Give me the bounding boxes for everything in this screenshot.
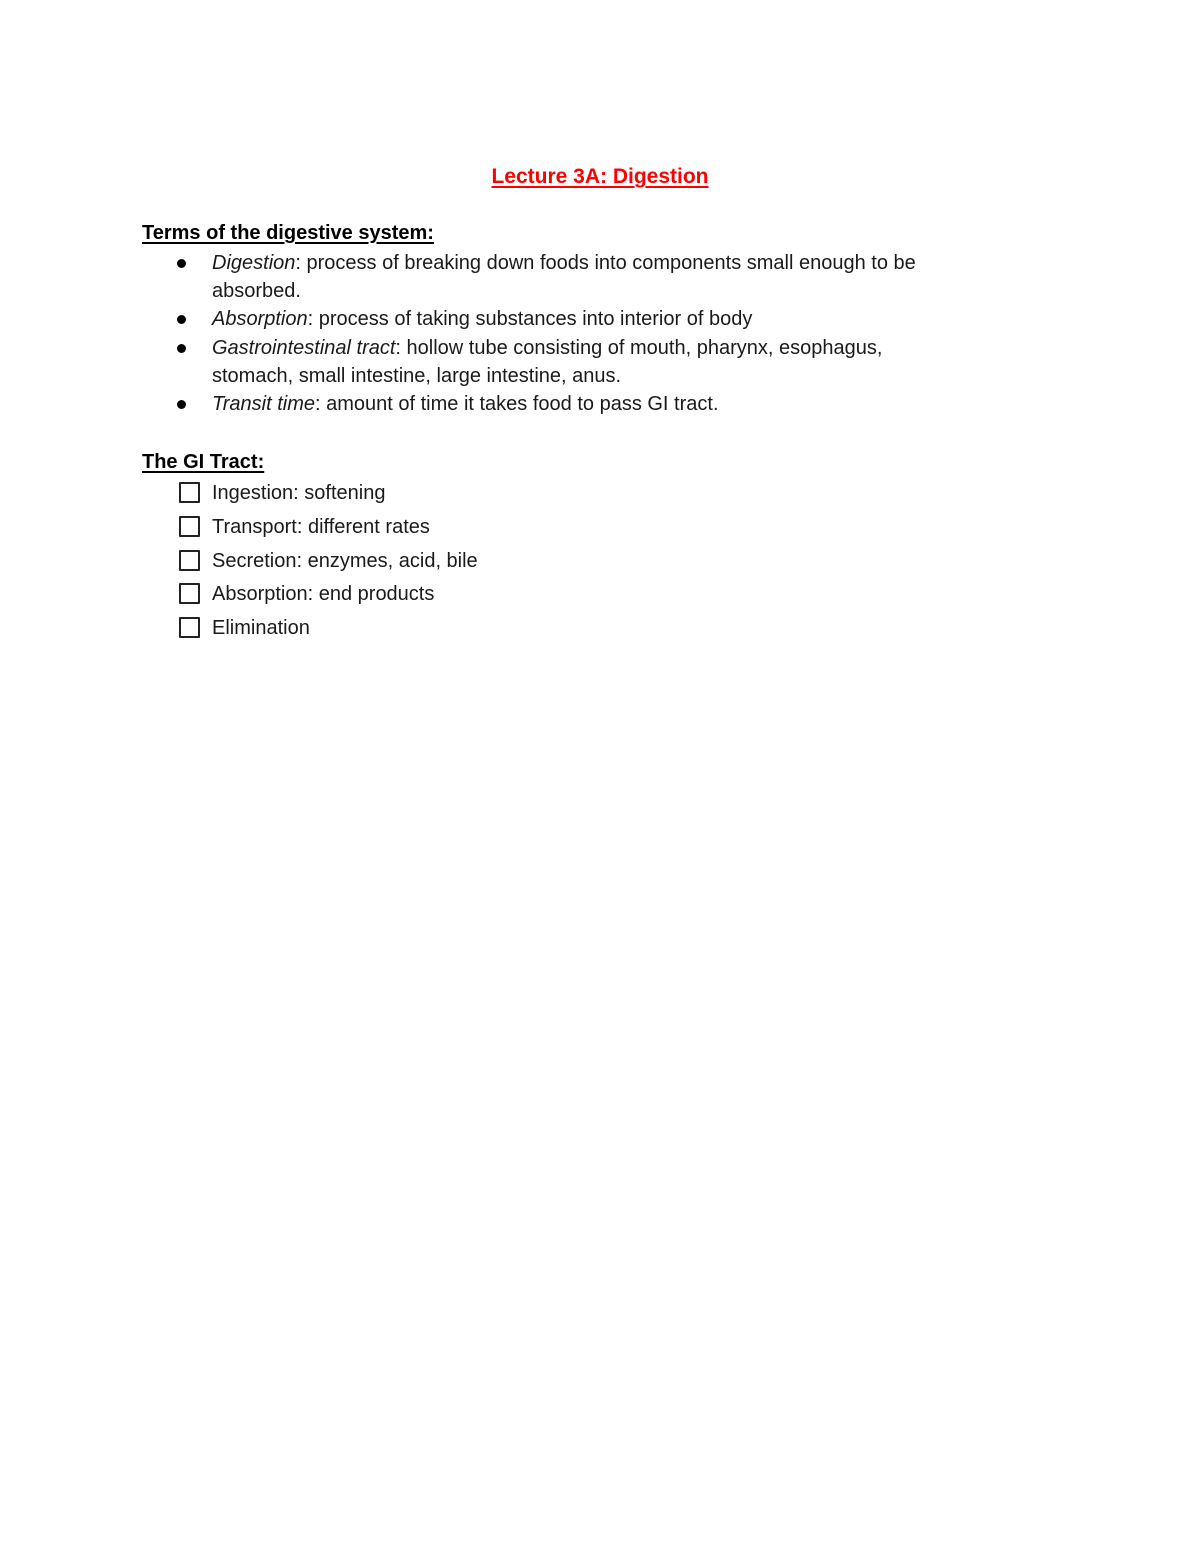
- checklist-item: [0, 512, 1200, 546]
- checkbox[interactable]: [179, 482, 200, 503]
- list-item: [0, 334, 952, 390]
- bullet-icon: [177, 400, 186, 409]
- checklist-item: [0, 613, 1200, 647]
- term-name: Absorption: [212, 308, 308, 331]
- checklist-item: [0, 478, 1200, 512]
- term-name: Gastrointestinal tract: [212, 336, 396, 359]
- terms-list: [0, 249, 1200, 418]
- page-title-text: Lecture 3A: Digestion: [491, 165, 709, 188]
- bullet-icon: [177, 344, 186, 353]
- bullet-icon: [177, 315, 186, 324]
- checklist-item-label: Secretion: enzymes, acid, bile: [212, 549, 478, 572]
- checklist-item: [0, 579, 1200, 613]
- term-name: Digestion: [212, 252, 296, 274]
- gi-tract-checklist: [0, 478, 1200, 647]
- term-definition: : process of breaking down foods into components small enough to be absorbed.: [212, 252, 916, 303]
- checkbox[interactable]: [179, 550, 200, 571]
- list-item: [0, 249, 952, 305]
- term-definition: : amount of time it takes food to pass GI tract.: [314, 393, 719, 416]
- list-item: [0, 390, 952, 418]
- term-definition: : hollow tube consisting of mouth, pharynx, esophagus, stomach, small intestine, large intestine, anus.: [212, 336, 883, 387]
- gi-tract-section-heading: The GI Tract:: [142, 451, 265, 473]
- page-title: [0, 163, 1200, 191]
- checkbox[interactable]: [179, 516, 200, 537]
- checkbox[interactable]: [179, 583, 200, 604]
- term-definition: : process of taking substances into interior of body: [307, 308, 753, 331]
- list-item: [0, 305, 952, 333]
- checkbox[interactable]: [179, 617, 200, 638]
- checklist-item-label: Elimination: [212, 617, 310, 640]
- checklist-item: [0, 546, 1200, 580]
- checklist-item-label: Ingestion: softening: [212, 482, 386, 504]
- bullet-icon: [177, 259, 186, 268]
- term-name: Transit time: [212, 393, 315, 416]
- terms-section-heading: Terms of the digestive system:: [142, 222, 434, 244]
- checklist-item-label: Absorption: end products: [212, 583, 435, 606]
- checklist-item-label: Transport: different rates: [212, 515, 430, 538]
